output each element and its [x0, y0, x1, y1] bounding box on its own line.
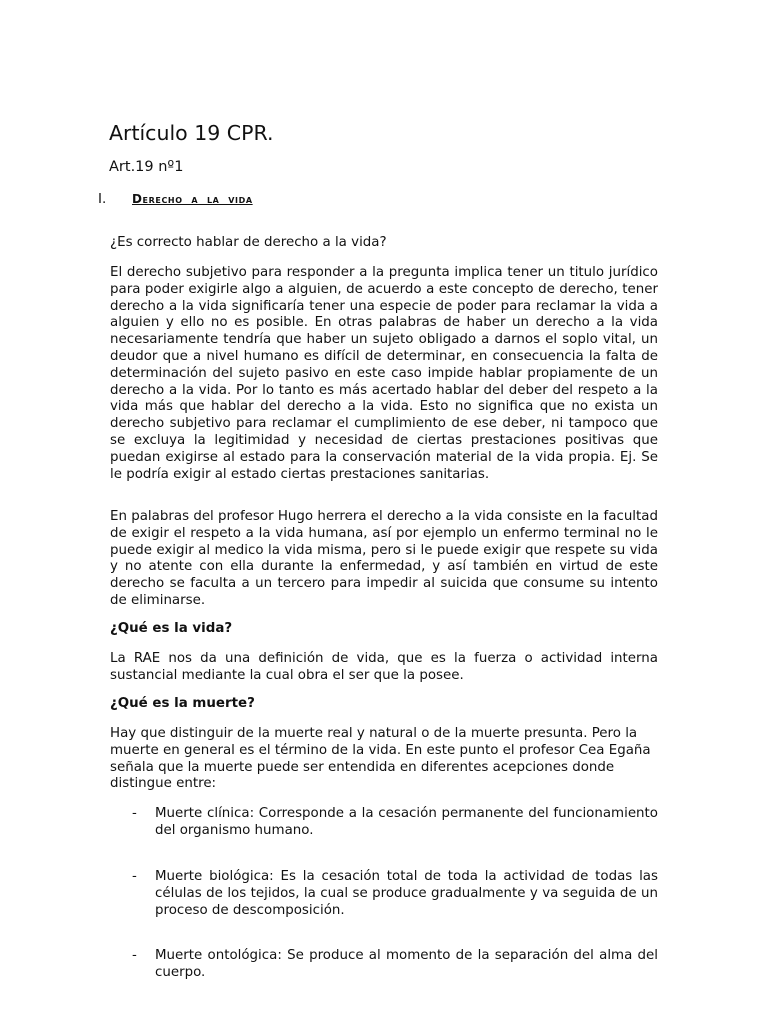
section-heading: [98, 190, 498, 209]
intro-question-text: ¿Es correcto hablar de derecho a la vida?: [110, 235, 387, 250]
list-item-text: Muerte clínica: Corresponde a la cesación permanente del funcionamiento del organismo humano.: [155, 806, 658, 838]
paragraph-text: En palabras del profesor Hugo herrera el derecho a la vida consiste en la facultad de exigir el respeto a la vida humana, así por ejemplo un enfermo terminal no le puede exigir al medico la vida misma, pero si le puede exigir que respete su vida y no atente con ella durante la enfermedad, y así también en virtud de este derecho se faculta a un tercero para impedir al suicida que consume su intento de eliminarse.: [110, 509, 658, 608]
paragraph-text: La RAE nos da una definición de vida, que es la fuerza o actividad interna sustancial mediante la cual obra el ser que la posee.: [110, 651, 658, 683]
paragraph-cea-egana: [110, 726, 658, 793]
list-item-muerte-clinica: [132, 805, 658, 839]
article-reference: Art.19 nº1: [109, 159, 184, 175]
paragraph-text: Hay que distinguir de la muerte real y natural o de la muerte presunta. Pero la muerte en general es el término de la vida. En este punto el profesor Cea Egaña señala que la muerte puede ser entendida en diferentes acepciones donde distingue entre:: [110, 726, 651, 792]
list-bullet: -: [132, 806, 137, 821]
list-item-text: Muerte biológica: Es la cesación total de toda la actividad de todas las células de los tejidos, la cual se produce gradualmente y va seguida de un proceso de descomposición.: [155, 869, 658, 918]
document-title: Artículo 19 CPR.: [109, 121, 274, 145]
subheading-text: ¿Qué es la vida?: [110, 621, 233, 636]
subheading-text: ¿Qué es la muerte?: [110, 696, 255, 711]
list-item-text: Muerte ontológica: Se produce al momento de la separación del alma del cuerpo.: [155, 948, 658, 980]
heading-que-es-la-vida: [110, 621, 658, 638]
list-bullet: -: [132, 948, 137, 963]
list-bullet: -: [132, 869, 137, 884]
paragraph-rae: [110, 651, 658, 685]
paragraph-hugo-herrera: [110, 509, 658, 610]
list-item-muerte-biologica: [132, 868, 658, 919]
intro-question: [110, 235, 658, 252]
heading-que-es-la-muerte: [110, 696, 658, 713]
paragraph-text: El derecho subjetivo para responder a la pregunta implica tener un titulo jurídico para poder exigirle algo a alguien, de acuerdo a este concepto de derecho, tener derecho a la vida significaría tener una especie de poder para reclamar la vida a alguien y ello no es posible. En otras palabras de haber un derecho a la vida necesariamente tendría que haber un sujeto obligado a darnos el soplo vital, un deudor que a nivel humano es difícil de determinar, en consecuencia la falta de determinación del sujeto pasivo en este caso impide hablar propiamente de un derecho a la vida. Por lo tanto es más acertado hablar del deber del respeto a la vida más que hablar del derecho a la vida. Esto no significa que no exista un derecho subjetivo para reclamar el cumplimiento de ese deber, ni tampoco que se excluya la legitimidad y necesidad de ciertas prestaciones positivas que puedan exigirse al estado para la conservación material de la vida propia. Ej. Se le podría exigir al estado ciertas prestaciones sanitarias.: [110, 265, 658, 482]
paragraph-derecho-subjetivo: [110, 265, 658, 483]
section-title: Derecho a la vida: [132, 192, 253, 206]
section-number: I.: [98, 191, 107, 207]
list-item-muerte-ontologica: [132, 947, 658, 981]
